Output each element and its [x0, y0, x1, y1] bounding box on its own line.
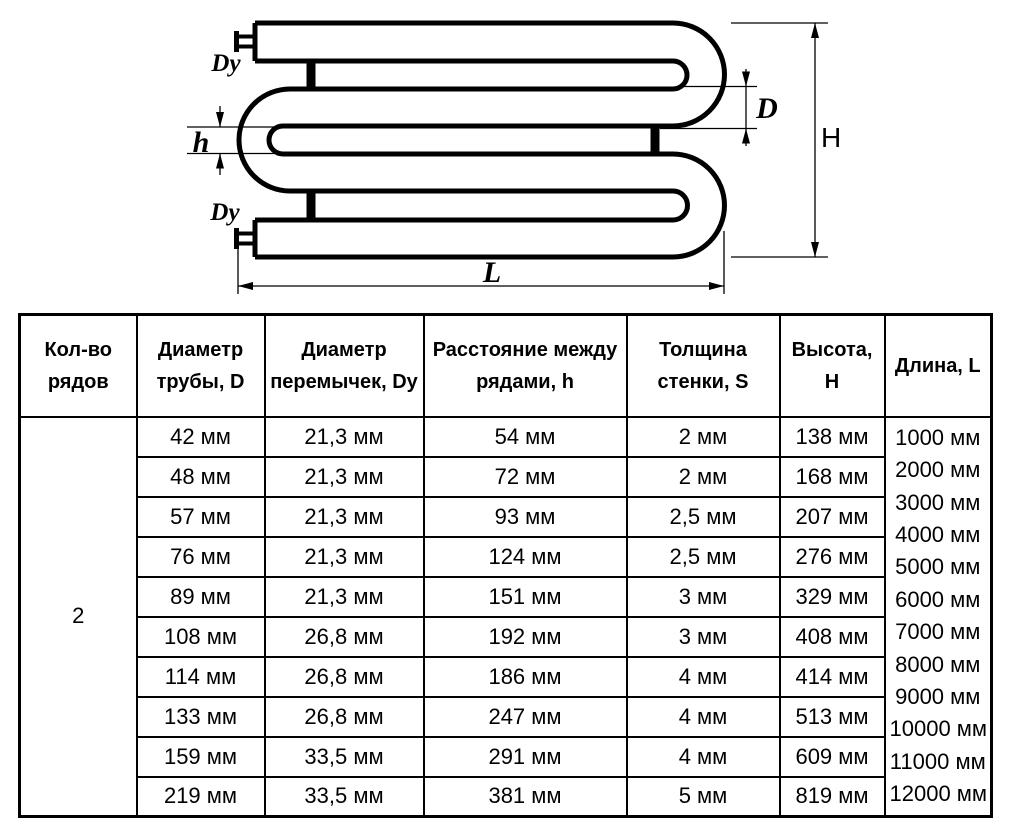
cell-wall-thickness: 3 мм: [627, 617, 780, 657]
cell-height: 168 мм: [780, 457, 885, 497]
cell-pipe-diameter: 133 мм: [137, 697, 265, 737]
cell-jumper-diameter: 33,5 мм: [265, 777, 424, 817]
cell-wall-thickness: 5 мм: [627, 777, 780, 817]
header-wall-thickness: Толщина стенки, S: [627, 315, 780, 417]
cell-row-spacing: 151 мм: [424, 577, 627, 617]
cell-pipe-diameter: 219 мм: [137, 777, 265, 817]
length-item: 1000 мм: [895, 424, 981, 450]
table-row: [20, 417, 992, 457]
table-header-row: [20, 315, 992, 417]
cell-row-spacing: 192 мм: [424, 617, 627, 657]
header-jumper-diameter: Диаметр перемычек, Dy: [265, 315, 424, 417]
pipe-jumpers: [311, 59, 655, 222]
cell-pipe-diameter: 57 мм: [137, 497, 265, 537]
height-arrow-up-icon: [811, 23, 819, 38]
cell-height: 609 мм: [780, 737, 885, 777]
table-row: [20, 697, 992, 737]
length-item: 5000 мм: [895, 554, 981, 580]
pipe-pass-bottom: [255, 220, 673, 257]
cell-wall-thickness: 4 мм: [627, 737, 780, 777]
table-row: [20, 457, 992, 497]
height-arrow-down-icon: [811, 242, 819, 257]
pipe-pass-second: [283, 89, 673, 126]
cell-row-spacing: 72 мм: [424, 457, 627, 497]
cell-pipe-diameter: 159 мм: [137, 737, 265, 777]
table-row: [20, 737, 992, 777]
length-item: 10000 мм: [889, 716, 988, 742]
cell-height: 138 мм: [780, 417, 885, 457]
cell-jumper-diameter: 33,5 мм: [265, 737, 424, 777]
length-item: 7000 мм: [895, 619, 981, 645]
d-arrow-up-icon: [742, 129, 750, 144]
h-arrow-down-icon: [216, 112, 224, 127]
length-item: 6000 мм: [895, 586, 981, 612]
cell-pipe-diameter: 76 мм: [137, 537, 265, 577]
table-row: [20, 617, 992, 657]
cell-wall-thickness: 2,5 мм: [627, 537, 780, 577]
header-height: Высота, H: [780, 315, 885, 417]
pipe-pass-top: [255, 23, 673, 61]
length-item: 4000 мм: [895, 522, 981, 548]
length-arrow-left-icon: [238, 282, 253, 290]
cell-jumper-diameter: 21,3 мм: [265, 417, 424, 457]
cell-jumper-diameter: 26,8 мм: [265, 697, 424, 737]
header-rows-count: Кол-во рядов: [20, 315, 137, 417]
cell-lengths: [885, 417, 992, 817]
length-arrow-right-icon: [709, 282, 724, 290]
length-item: 3000 мм: [895, 489, 981, 515]
h-arrow-up-icon: [216, 154, 224, 169]
cell-jumper-diameter: 21,3 мм: [265, 497, 424, 537]
length-item: 12000 мм: [889, 781, 988, 807]
cell-height: 207 мм: [780, 497, 885, 537]
cell-row-spacing: 247 мм: [424, 697, 627, 737]
cell-wall-thickness: 4 мм: [627, 697, 780, 737]
pipe-pass-third: [283, 154, 673, 191]
cell-jumper-diameter: 26,8 мм: [265, 657, 424, 697]
cell-pipe-diameter: 42 мм: [137, 417, 265, 457]
table-row: [20, 777, 992, 817]
cell-pipe-diameter: 48 мм: [137, 457, 265, 497]
cell-wall-thickness: 2 мм: [627, 417, 780, 457]
u-bend-right-bottom: [673, 154, 724, 257]
length-label: L: [482, 256, 502, 289]
spec-table: [18, 313, 993, 818]
cell-wall-thickness: 4 мм: [627, 657, 780, 697]
length-item: 11000 мм: [889, 748, 986, 774]
height-label: H: [821, 122, 842, 153]
h-label: h: [192, 126, 210, 159]
cell-wall-thickness: 2 мм: [627, 457, 780, 497]
cell-pipe-diameter: 114 мм: [137, 657, 265, 697]
table-row: [20, 657, 992, 697]
cell-rows-count: 2: [20, 417, 137, 817]
cell-height: 276 мм: [780, 537, 885, 577]
d-extension-lines: [660, 87, 757, 129]
header-row-spacing: Расстояние между рядами, h: [424, 315, 627, 417]
u-bend-left-middle: [239, 89, 290, 191]
cell-row-spacing: 54 мм: [424, 417, 627, 457]
cell-wall-thickness: 2,5 мм: [627, 497, 780, 537]
length-item: 2000 мм: [895, 457, 981, 483]
cell-row-spacing: 291 мм: [424, 737, 627, 777]
dy-bottom-label: Dy: [210, 199, 240, 226]
cell-wall-thickness: 3 мм: [627, 577, 780, 617]
length-extension-lines: [238, 231, 724, 294]
cell-jumper-diameter: 26,8 мм: [265, 617, 424, 657]
dy-top-label: Dy: [211, 50, 241, 77]
cell-height: 414 мм: [780, 657, 885, 697]
cell-height: 513 мм: [780, 697, 885, 737]
cell-row-spacing: 381 мм: [424, 777, 627, 817]
d-label: D: [756, 92, 778, 125]
cell-jumper-diameter: 21,3 мм: [265, 577, 424, 617]
cell-jumper-diameter: 21,3 мм: [265, 537, 424, 577]
cell-jumper-diameter: 21,3 мм: [265, 457, 424, 497]
length-item: 9000 мм: [895, 684, 981, 710]
cell-row-spacing: 124 мм: [424, 537, 627, 577]
cell-height: 329 мм: [780, 577, 885, 617]
cell-row-spacing: 186 мм: [424, 657, 627, 697]
dimension-lines: [187, 23, 828, 294]
cell-height: 408 мм: [780, 617, 885, 657]
d-arrow-down-icon: [742, 72, 750, 87]
header-length: Длина, L: [885, 315, 992, 417]
header-pipe-diameter: Диаметр трубы, D: [137, 315, 265, 417]
table-row: [20, 577, 992, 617]
table-row: [20, 537, 992, 577]
cell-pipe-diameter: 89 мм: [137, 577, 265, 617]
u-bend-right-top: [673, 23, 724, 126]
cell-height: 819 мм: [780, 777, 885, 817]
cell-row-spacing: 93 мм: [424, 497, 627, 537]
cell-pipe-diameter: 108 мм: [137, 617, 265, 657]
table-row: [20, 497, 992, 537]
register-diagram: [0, 0, 1012, 310]
spec-table-container: [18, 313, 993, 818]
length-item: 8000 мм: [895, 651, 981, 677]
